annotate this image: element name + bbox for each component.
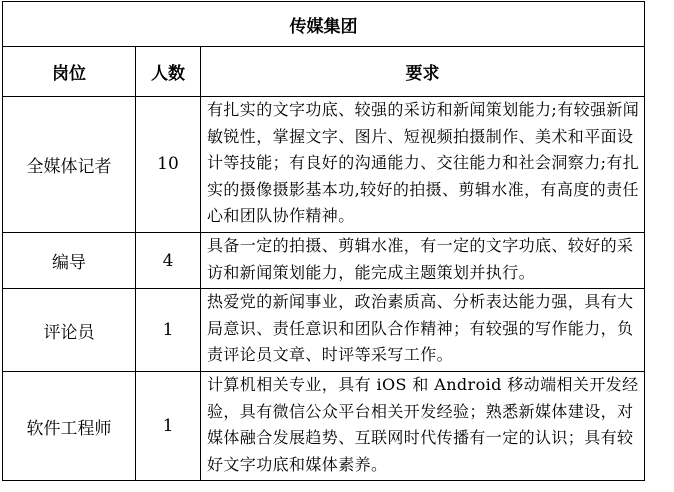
requirements-cell: 计算机相关专业，具有 iOS 和 Android 移动端相关开发经验，具有微信公众平台相关开发经验；熟悉新媒体建设，对媒体融合发展趋势、互联网时代传播有一定的认识；具有较好文字功底和媒体素养。: [201, 371, 645, 480]
recruitment-table: [2, 1, 645, 481]
table-title: 传媒集团: [3, 2, 645, 47]
header-row: [3, 47, 645, 97]
header-position: 岗位: [3, 47, 136, 97]
requirements-cell: 具备一定的拍摄、剪辑水准，有一定的文字功底、较好的采访和新闻策划能力，能完成主题策划并执行。: [201, 232, 645, 288]
count-cell: 10: [136, 97, 201, 233]
requirements-cell: 热爱党的新闻事业，政治素质高、分析表达能力强，具有大局意识、责任意识和团队合作精神；有较强的写作能力，负责评论员文章、时评等采写工作。: [201, 289, 645, 372]
count-cell: 1: [136, 289, 201, 372]
header-requirements: 要求: [201, 47, 645, 97]
title-row: [3, 2, 645, 47]
position-cell: 评论员: [3, 289, 136, 372]
count-cell: 1: [136, 371, 201, 480]
position-cell: 全媒体记者: [3, 97, 136, 233]
table-row: [3, 97, 645, 233]
table-row: [3, 289, 645, 372]
header-count: 人数: [136, 47, 201, 97]
table-row: [3, 371, 645, 480]
requirements-cell: 有扎实的文字功底、较强的采访和新闻策划能力;有较强新闻敏锐性，掌握文字、图片、短视频拍摄制作、美术和平面设计等技能；有良好的沟通能力、交往能力和社会洞察力;有扎实的摄像摄影基本功,较好的拍摄、剪辑水准，有高度的责任心和团队协作精神。: [201, 97, 645, 233]
table-row: [3, 232, 645, 288]
position-cell: 编导: [3, 232, 136, 288]
count-cell: 4: [136, 232, 201, 288]
position-cell: 软件工程师: [3, 371, 136, 480]
